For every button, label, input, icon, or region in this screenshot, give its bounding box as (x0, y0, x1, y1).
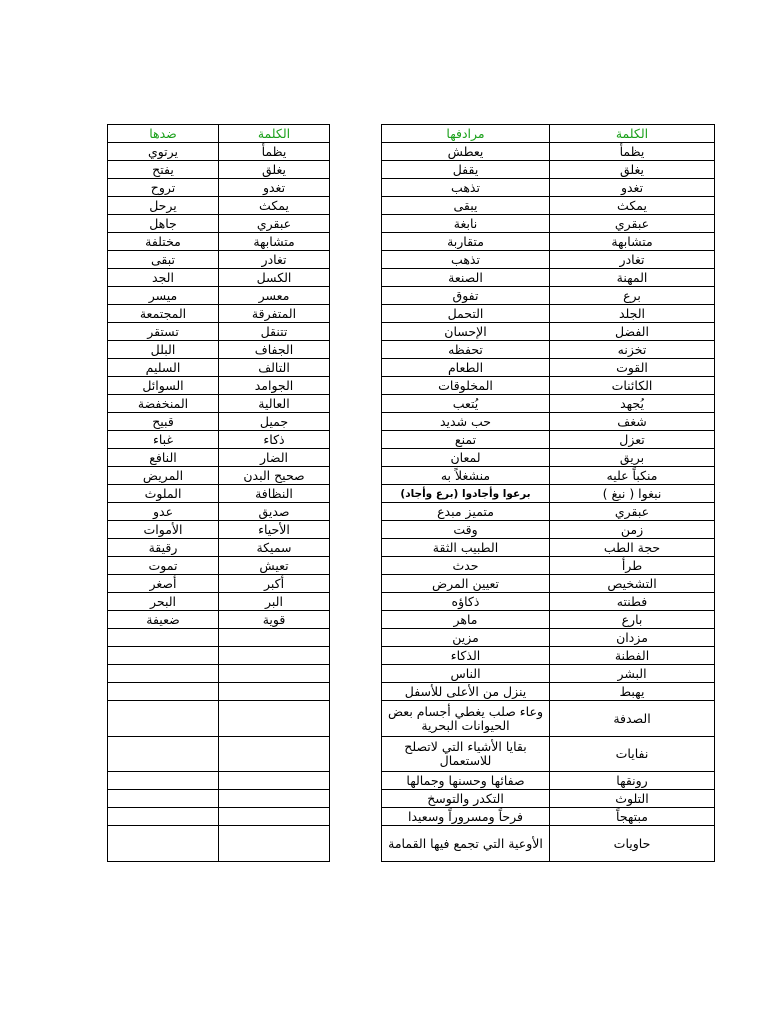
word-cell: يظمأ (550, 143, 715, 161)
meaning-cell: نابغة (382, 215, 550, 233)
meaning-cell: يقفل (382, 161, 550, 179)
table-row (108, 197, 330, 215)
table-row (382, 772, 715, 790)
meaning-cell: التحمل (382, 305, 550, 323)
word-cell: صحيح البدن (219, 467, 330, 485)
meaning-cell: أصغر (108, 575, 219, 593)
meaning-cell: تعيين المرض (382, 575, 550, 593)
table-row (108, 485, 330, 503)
word-cell: نبغوا ( نبغ ) (550, 485, 715, 503)
table-row (108, 413, 330, 431)
meaning-cell: بقايا الأشياء التي لاتصلح للاستعمال (382, 737, 550, 772)
table-row (382, 611, 715, 629)
table-row (382, 665, 715, 683)
table-row (108, 323, 330, 341)
table-row (108, 790, 330, 808)
meaning-cell: يبقى (382, 197, 550, 215)
table-row (382, 503, 715, 521)
meaning-cell: صفائها وحسنها وجمالها (382, 772, 550, 790)
word-cell: حاويات (550, 826, 715, 862)
table-row (108, 826, 330, 862)
word-cell: متشابهة (219, 233, 330, 251)
word-cell: القوت (550, 359, 715, 377)
table-row (108, 611, 330, 629)
table-row (108, 467, 330, 485)
meaning-cell: لمعان (382, 449, 550, 467)
meaning-cell: ضعيفة (108, 611, 219, 629)
meaning-cell: تحفظه (382, 341, 550, 359)
meaning-cell: رقيقة (108, 539, 219, 557)
word-cell (219, 737, 330, 772)
word-cell: تعزل (550, 431, 715, 449)
synonyms-table (381, 124, 715, 862)
word-cell: الضار (219, 449, 330, 467)
synonym-column-header: مرادفها (382, 125, 550, 143)
word-column-header: الكلمة (219, 125, 330, 143)
meaning-cell: يُتعب (382, 395, 550, 413)
meaning-cell: السليم (108, 359, 219, 377)
table-row (108, 647, 330, 665)
meaning-cell: البلل (108, 341, 219, 359)
word-cell: تغادر (219, 251, 330, 269)
table-row (382, 323, 715, 341)
word-cell (219, 790, 330, 808)
word-cell: تخزنه (550, 341, 715, 359)
word-cell: التالف (219, 359, 330, 377)
table-row (382, 431, 715, 449)
word-cell: يُجهد (550, 395, 715, 413)
meaning-cell (108, 665, 219, 683)
meaning-cell: ماهر (382, 611, 550, 629)
meaning-cell: تمنع (382, 431, 550, 449)
word-cell: برع (550, 287, 715, 305)
table-row (382, 521, 715, 539)
meaning-cell: غباء (108, 431, 219, 449)
word-cell: يمكث (219, 197, 330, 215)
word-cell (219, 826, 330, 862)
meaning-cell (108, 683, 219, 701)
meaning-cell (108, 647, 219, 665)
table-row (108, 143, 330, 161)
meaning-cell: قبيح (108, 413, 219, 431)
table-row (382, 305, 715, 323)
table-row (108, 737, 330, 772)
meaning-cell: الأوعية التي تجمع فيها القمامة (382, 826, 550, 862)
meaning-cell: فرحاً ومسروراً وسعيدا (382, 808, 550, 826)
table-row (108, 808, 330, 826)
meaning-cell: يعطش (382, 143, 550, 161)
table-row (382, 359, 715, 377)
table-row (108, 341, 330, 359)
word-cell: رونقها (550, 772, 715, 790)
table-row (382, 161, 715, 179)
meaning-cell: الذكاء (382, 647, 550, 665)
word-cell: جميل (219, 413, 330, 431)
word-cell: صديق (219, 503, 330, 521)
meaning-cell: برعوا وأجادوا (برع وأجاد) (382, 485, 550, 503)
meaning-cell (108, 772, 219, 790)
meaning-cell: المخلوقات (382, 377, 550, 395)
word-cell: أكبر (219, 575, 330, 593)
word-cell (219, 808, 330, 826)
table-row (382, 197, 715, 215)
word-cell: تغادر (550, 251, 715, 269)
word-cell: يظمأ (219, 143, 330, 161)
word-cell: يهبط (550, 683, 715, 701)
meaning-cell: تموت (108, 557, 219, 575)
word-cell: ذكاء (219, 431, 330, 449)
word-cell: الجلد (550, 305, 715, 323)
table-row (382, 287, 715, 305)
word-cell: البر (219, 593, 330, 611)
table-row (108, 593, 330, 611)
meaning-cell (108, 701, 219, 737)
word-cell: المهنة (550, 269, 715, 287)
meaning-cell: التكدر والتوسخ (382, 790, 550, 808)
meaning-cell: تذهب (382, 179, 550, 197)
meaning-cell: حدث (382, 557, 550, 575)
word-cell: تغدو (550, 179, 715, 197)
meaning-cell: البحر (108, 593, 219, 611)
header-row (108, 125, 330, 143)
table-row (382, 377, 715, 395)
meaning-cell: تستقر (108, 323, 219, 341)
word-cell: طرأ (550, 557, 715, 575)
word-cell: عبقري (219, 215, 330, 233)
table-row (382, 413, 715, 431)
meaning-cell: جاهل (108, 215, 219, 233)
word-cell: تعيش (219, 557, 330, 575)
table-row (382, 557, 715, 575)
word-cell: عبقري (550, 503, 715, 521)
meaning-cell: متقاربة (382, 233, 550, 251)
meaning-cell: مختلفة (108, 233, 219, 251)
meaning-cell: الملوث (108, 485, 219, 503)
word-column-header: الكلمة (550, 125, 715, 143)
meaning-cell: يرحل (108, 197, 219, 215)
antonym-column-header: ضدها (108, 125, 219, 143)
word-cell: زمن (550, 521, 715, 539)
word-cell (219, 647, 330, 665)
table-row (382, 269, 715, 287)
meaning-cell (108, 737, 219, 772)
word-cell: الجفاف (219, 341, 330, 359)
table-row (108, 683, 330, 701)
word-cell: الجوامد (219, 377, 330, 395)
meaning-cell (108, 808, 219, 826)
table-row (108, 575, 330, 593)
table-row (382, 449, 715, 467)
table-row (382, 826, 715, 862)
meaning-cell: منشغلاً به (382, 467, 550, 485)
table-row (382, 647, 715, 665)
meaning-cell: عدو (108, 503, 219, 521)
word-cell: نفايات (550, 737, 715, 772)
meaning-cell: الجد (108, 269, 219, 287)
word-cell: الفطنة (550, 647, 715, 665)
table-row (382, 179, 715, 197)
word-cell (219, 772, 330, 790)
word-cell (219, 683, 330, 701)
table-row (382, 701, 715, 737)
meaning-cell: المجتمعة (108, 305, 219, 323)
meaning-cell: يفتح (108, 161, 219, 179)
word-cell: التشخيص (550, 575, 715, 593)
table-row (108, 503, 330, 521)
word-cell: المتفرقة (219, 305, 330, 323)
word-cell: متشابهة (550, 233, 715, 251)
word-cell: العالية (219, 395, 330, 413)
table-row (382, 215, 715, 233)
word-cell: بارع (550, 611, 715, 629)
meaning-cell: وقت (382, 521, 550, 539)
word-cell: شغف (550, 413, 715, 431)
meaning-cell: تروح (108, 179, 219, 197)
meaning-cell: ينزل من الأعلى للأسفل (382, 683, 550, 701)
table-row (108, 359, 330, 377)
table-row (108, 629, 330, 647)
table-row (382, 341, 715, 359)
word-cell: الصدفة (550, 701, 715, 737)
table-row (108, 521, 330, 539)
meaning-cell: تبقى (108, 251, 219, 269)
table-row (382, 467, 715, 485)
meaning-cell: تذهب (382, 251, 550, 269)
table-row (382, 251, 715, 269)
table-row (382, 485, 715, 503)
meaning-cell: المنخفضة (108, 395, 219, 413)
meaning-cell: مزين (382, 629, 550, 647)
table-row (108, 701, 330, 737)
word-cell: يغلق (550, 161, 715, 179)
table-row (108, 179, 330, 197)
meaning-cell (108, 826, 219, 862)
table-row (108, 665, 330, 683)
meaning-cell: حب شديد (382, 413, 550, 431)
meaning-cell: الطبيب الثقة (382, 539, 550, 557)
word-cell (219, 665, 330, 683)
word-cell: يغلق (219, 161, 330, 179)
meaning-cell: تفوق (382, 287, 550, 305)
table-row (108, 772, 330, 790)
table-row (382, 395, 715, 413)
table-row (382, 737, 715, 772)
table-row (108, 431, 330, 449)
table-row (108, 233, 330, 251)
word-cell: معسر (219, 287, 330, 305)
meaning-cell: الطعام (382, 359, 550, 377)
table-row (108, 395, 330, 413)
table-row (108, 377, 330, 395)
meaning-cell: وعاء صلب يغطي أجسام بعض الحيوانات البحرية (382, 701, 550, 737)
meaning-cell: السوائل (108, 377, 219, 395)
word-cell: التلوث (550, 790, 715, 808)
word-cell: الأحياء (219, 521, 330, 539)
word-cell: منكباً عليه (550, 467, 715, 485)
meaning-cell: الأموات (108, 521, 219, 539)
table-row (382, 539, 715, 557)
table-row (382, 790, 715, 808)
word-cell: النظافة (219, 485, 330, 503)
word-cell (219, 629, 330, 647)
word-cell: مبتهجاً (550, 808, 715, 826)
word-cell: الكسل (219, 269, 330, 287)
word-cell (219, 701, 330, 737)
word-cell: البشر (550, 665, 715, 683)
word-cell: الفضل (550, 323, 715, 341)
word-cell: فطنته (550, 593, 715, 611)
meaning-cell: ميسر (108, 287, 219, 305)
table-row (382, 593, 715, 611)
table-row (382, 143, 715, 161)
meaning-cell: المريض (108, 467, 219, 485)
table-row (108, 449, 330, 467)
table-row (108, 557, 330, 575)
table-row (108, 539, 330, 557)
table-row (108, 305, 330, 323)
word-cell: قوية (219, 611, 330, 629)
table-row (108, 215, 330, 233)
word-cell: تغدو (219, 179, 330, 197)
word-cell: تتنقل (219, 323, 330, 341)
table-row (108, 251, 330, 269)
table-row (382, 629, 715, 647)
table-row (108, 161, 330, 179)
meaning-cell (108, 790, 219, 808)
table-row (108, 287, 330, 305)
meaning-cell: الصنعة (382, 269, 550, 287)
table-row (382, 575, 715, 593)
table-row (108, 269, 330, 287)
word-cell: بريق (550, 449, 715, 467)
word-cell: حجة الطب (550, 539, 715, 557)
meaning-cell: يرتوي (108, 143, 219, 161)
meaning-cell: الإحسان (382, 323, 550, 341)
word-cell: الكائنات (550, 377, 715, 395)
antonyms-table (107, 124, 330, 862)
word-cell: مزدان (550, 629, 715, 647)
table-row (382, 808, 715, 826)
word-cell: عبقري (550, 215, 715, 233)
meaning-cell: متميز مبدع (382, 503, 550, 521)
meaning-cell: النافع (108, 449, 219, 467)
header-row (382, 125, 715, 143)
word-cell: سميكة (219, 539, 330, 557)
meaning-cell (108, 629, 219, 647)
meaning-cell: الناس (382, 665, 550, 683)
table-row (382, 233, 715, 251)
table-row (382, 683, 715, 701)
word-cell: يمكث (550, 197, 715, 215)
meaning-cell: ذكاؤه (382, 593, 550, 611)
